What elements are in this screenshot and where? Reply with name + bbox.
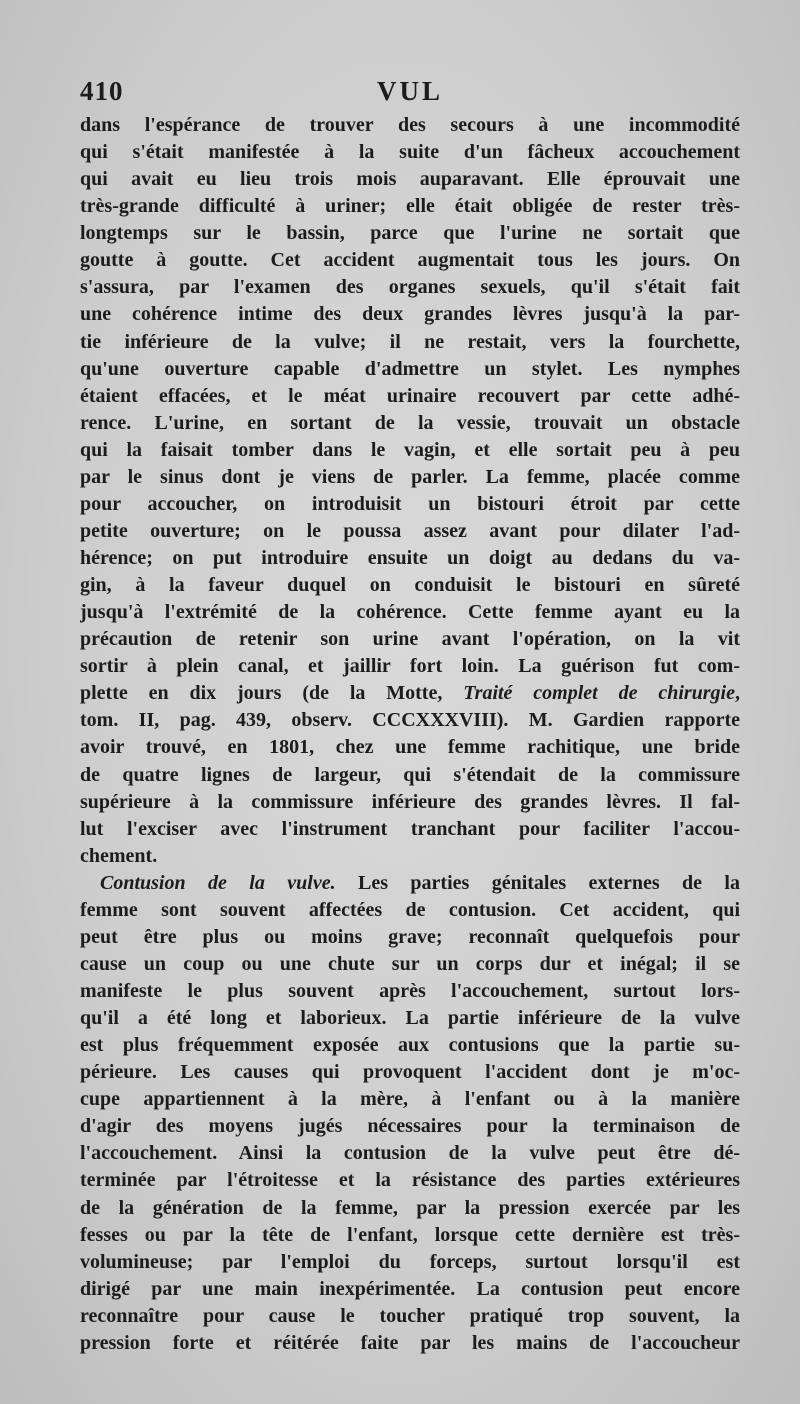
text-line: par le sinus dont je viens de parler. La femme, placée comme — [80, 465, 740, 488]
text-line: qu'une ouverture capable d'admettre un stylet. Les nymphes — [80, 357, 740, 380]
text-line: qui avait eu lieu trois mois auparavant. Elle éprouvait une — [80, 168, 740, 191]
text-line: cupe appartiennent à la mère, à l'enfant ou à la manière — [80, 1088, 740, 1111]
text-line: tie inférieure de la vulve; il ne restait, vers la fourchette, — [80, 330, 740, 353]
text-line: manifeste le plus souvent après l'accouchement, surtout lors- — [80, 980, 740, 1002]
text-line: périeure. Les causes qui provoquent l'accident dont je m'oc- — [80, 1061, 740, 1084]
text-line: reconnaître pour cause le toucher pratiqué trop souvent, la — [80, 1304, 740, 1327]
text-line: terminée par l'étroitesse et la résistance des parties extérieures — [80, 1169, 740, 1192]
text-line: l'accouchement. Ainsi la contusion de la vulve peut être dé- — [80, 1142, 740, 1165]
text-line: rence. L'urine, en sortant de la vessie, trouvait un obstacle — [80, 411, 740, 434]
section-title: Contusion de la vulve. — [100, 871, 336, 894]
text-line: pour accoucher, on introduisit un bistouri étroit par cette — [80, 492, 740, 515]
page-header — [80, 76, 740, 108]
text-line: goutte à goutte. Cet accident augmentait tous les jours. On — [80, 249, 740, 272]
text-line: dirigé par une main inexpérimentée. La contusion peut encore — [80, 1277, 740, 1300]
body-text — [80, 112, 740, 1357]
page-number: 410 — [80, 76, 124, 106]
running-head: VUL — [376, 76, 443, 106]
text-line: longtemps sur le bassin, parce que l'urine ne sortait que — [80, 222, 740, 245]
text-line: femme sont souvent affectées de contusion. Cet accident, qui — [80, 898, 740, 921]
section-first-line-text: Les parties génitales externes de la — [335, 871, 740, 894]
text-line: peut être plus ou moins grave; reconnaît quelquefois pour — [80, 925, 740, 948]
text-line: chement. — [80, 844, 158, 867]
text-line: de quatre lignes de largeur, qui s'étendait de la commissure — [80, 763, 740, 786]
text-line: jusqu'à l'extrémité de la cohérence. Cette femme ayant eu la — [80, 601, 740, 624]
cited-book-title: Traité complet de chirurgie — [463, 682, 735, 705]
text-line: lut l'exciser avec l'instrument tranchant pour faciliter l'accou- — [80, 817, 740, 840]
text-line-citation — [80, 680, 740, 707]
text-line: hérence; on put introduire ensuite un doigt au dedans du va- — [80, 547, 740, 569]
text-line: très-grande difficulté à uriner; elle était obligée de rester très- — [80, 195, 740, 218]
text-line: qui la faisait tomber dans le vagin, et elle sortait peu à peu — [80, 438, 740, 461]
text-line: qui s'était manifestée à la suite d'un fâcheux accouchement — [80, 141, 740, 164]
text-line: supérieure à la commissure inférieure des grandes lèvres. Il fal- — [80, 790, 740, 813]
text-line: cause un coup ou une chute sur un corps dur et inégal; il se — [80, 952, 740, 975]
text-line: volumineuse; par l'emploi du forceps, surtout lorsqu'il est — [80, 1250, 740, 1273]
text-line: précaution de retenir son urine avant l'opération, on la vit — [80, 628, 740, 651]
text-line: s'assura, par l'examen des organes sexuels, qu'il s'était fait — [80, 276, 740, 299]
text-line: de la génération de la femme, par la pression exercée par les — [80, 1196, 740, 1219]
text-line: fesses ou par la tête de l'enfant, lorsque cette dernière est très- — [80, 1223, 740, 1246]
text-line: petite ouverture; on le poussa assez avant pour dilater l'ad- — [80, 519, 740, 542]
citation-suffix: , — [735, 682, 740, 705]
citation-prefix: plette en dix jours (de la Motte, — [80, 682, 464, 705]
text-line: pression forte et réitérée faite par les mains de l'accoucheur — [80, 1331, 740, 1354]
text-line: est plus fréquemment exposée aux contusions que la partie su- — [80, 1034, 740, 1057]
text-line: qu'il a été long et laborieux. La partie inférieure de la vulve — [80, 1007, 740, 1030]
text-line: dans l'espérance de trouver des secours à une incommodité — [80, 114, 740, 136]
text-line: d'agir des moyens jugés nécessaires pour la terminaison de — [80, 1115, 740, 1138]
text-line: étaient effacées, et le méat urinaire recouvert par cette adhé- — [80, 384, 740, 407]
text-line: une cohérence intime des deux grandes lèvres jusqu'à la par- — [80, 303, 740, 326]
text-line: tom. II, pag. 439, observ. CCCXXXVIII). M. Gardien rapporte — [80, 709, 740, 732]
text-line: sortir à plein canal, et jaillir fort loin. La guérison fut com- — [80, 655, 740, 678]
text-line: gin, à la faveur duquel on conduisit le bistouri en sûreté — [80, 574, 740, 597]
text-line: avoir trouvé, en 1801, chez une femme rachitique, une bride — [80, 736, 740, 759]
section-first-line — [80, 870, 740, 897]
